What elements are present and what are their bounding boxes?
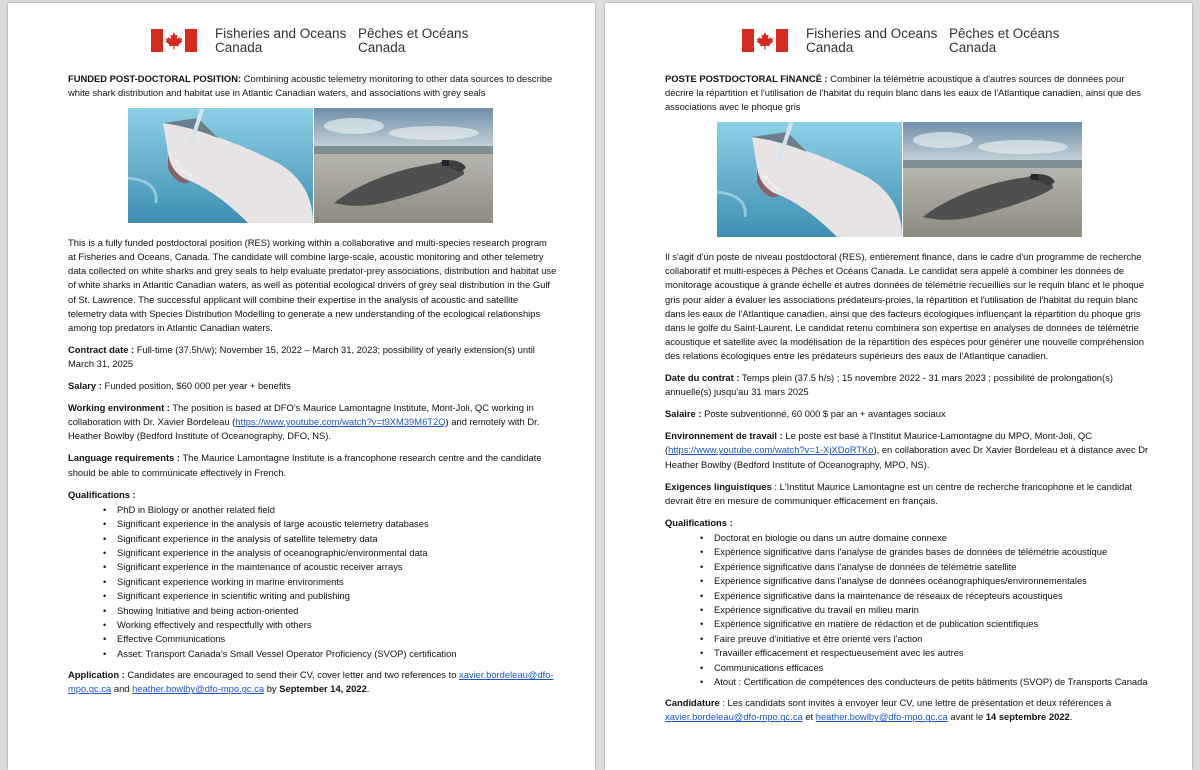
- position-title: FUNDED POST-DOCTORAL POSITION: Combining acoustic telemetry monitoring to other data sources to describe white shark distribution and habitat use in Atlantic Canadian waters, and associations with grey seals: [68, 73, 553, 99]
- youtube-link[interactable]: https://www.youtube.com/watch?v=t9XM39M6T2Q: [235, 416, 446, 428]
- list-item: • Significant experience in the analysis of oceanographic/environmental data: [103, 546, 557, 560]
- white-shark-photo: [717, 122, 902, 237]
- description: This is a fully funded postdoctoral position (RES) working within a collaborative and multi-species research program at Fisheries and Oceans, Canada. The candidate will combine large-scale, acoustic monitoring and other telemetry data collected on white sharks and grey seals to help evaluate predator-prey associations, distribution and habitat use of white sharks in Atlantic Canadian waters, as well as potential ecological drivers of grey seal distribution in the Gulf of St. Lawrence. The successful applicant will combine their expertise in the analysis of acoustic and satellite telemetry data with Species Distribution Modelling to generate a new understanding of the ecological relationships among top predators in Atlantic Canadian waters.: [68, 237, 557, 333]
- qualifications-list: [665, 531, 1154, 689]
- list-item: • Expérience significative dans l'analyse de grandes bases de données de télémétrie acoustique: [700, 545, 1154, 559]
- application: Application : Candidates are encouraged to send their CV, cover letter and two references to xavier.bordeleau@dfo-mpo.gc.ca and heather.bowlby@dfo-mpo.gc.ca by September 14, 2022.: [68, 669, 554, 695]
- youtube-link[interactable]: https://www.youtube.com/watch?v=1-XjXDoRTKo: [668, 444, 874, 456]
- canada-flag-icon: [742, 29, 788, 52]
- english-body: [68, 72, 557, 704]
- white-shark-photo: [128, 108, 313, 223]
- language-requirements: Exigences linguistiques : L'Institut Maurice Lamontagne est un centre de recherche francophone et le candidat devrait être en mesure de communiquer efficacement en français.: [665, 480, 1133, 506]
- dept-name-english: Fisheries and Oceans Canada: [215, 26, 347, 55]
- grey-seal-photo: [903, 122, 1082, 237]
- dept-name-french: Pêches et Océans Canada: [949, 26, 1060, 55]
- photo-strip: [128, 108, 557, 223]
- list-item: • Expérience significative du travail en milieu marin: [700, 603, 1154, 617]
- list-item: • Travailler efficacement et respectueusement avec les autres: [700, 646, 1154, 660]
- email-link-xavier[interactable]: xavier.bordeleau@dfo-mpo.gc.ca: [665, 711, 803, 723]
- position-title: POSTE POSTDOCTORAL FINANCÉ : Combiner la télémétrie acoustique à d'autres sources de données pour décrire la répartition et l'utilisation de l'habitat du requin blanc dans les eaux de l'Atlantique canadien, ainsi que des associations avec le phoque gris: [665, 73, 1141, 113]
- list-item: • Significant experience in the analysis of satellite telemetry data: [103, 532, 557, 546]
- list-item: • Expérience significative en matière de rédaction et de publication scientifiques: [700, 617, 1154, 631]
- salary: Salaire : Poste subventionné, 60 000 $ par an + avantages sociaux: [665, 408, 946, 420]
- contract-date: Date du contrat : Temps plein (37.5 h/s) ; 15 novembre 2022 - 31 mars 2023 ; possibilité de prolongation(s) annuelle(s) jusqu'au 31 mars 2025: [665, 372, 1113, 398]
- list-item: • Atout : Certification de compétences des conducteurs de petits bâtiments (SVOP) de Transports Canada: [700, 675, 1154, 689]
- list-item: • Effective Communications: [103, 632, 557, 646]
- list-item: • Working effectively and respectfully with others: [103, 618, 557, 632]
- list-item: • Showing Initiative and being action-oriented: [103, 604, 557, 618]
- qualifications-list: [68, 503, 557, 661]
- list-item: • Expérience significative dans la maintenance de réseaux de récepteurs acoustiques: [700, 589, 1154, 603]
- list-item: • Significant experience working in marine environments: [103, 575, 557, 589]
- list-item: • Significant experience in scientific writing and publishing: [103, 589, 557, 603]
- english-page: [8, 3, 595, 770]
- list-item: • Expérience significative dans l'analyse de données de télémétrie satellite: [700, 560, 1154, 574]
- qualifications-heading: Qualifications :: [665, 516, 733, 528]
- language-requirements: Language requirements : The Maurice Lamontagne Institute is a francophone research centre and the candidate should be able to communicate effectively in French.: [68, 452, 542, 478]
- qualifications-heading: Qualifications :: [68, 488, 136, 500]
- list-item: • Significant experience in the maintenance of acoustic receiver arrays: [103, 560, 557, 574]
- dept-name-english: Fisheries and Oceans Canada: [806, 26, 938, 55]
- working-environment: Environnement de travail : Le poste est basé à l'Institut Maurice-Lamontagne du MPO, Mont-Joli, QC (https://www.youtube.com/watch?v=1-XjXDoRTKo), en collaboration avec Dr Xavier Bordeleau et à distance avec Dr Heather Bowlby (Bedford Institute of Oceanography, MPO, NS).: [665, 430, 1149, 470]
- salary: Salary : Funded position, $60 000 per year + benefits: [68, 380, 291, 392]
- grey-seal-photo: [314, 108, 493, 223]
- list-item: • Doctorat en biologie ou dans un autre domaine connexe: [700, 531, 1154, 545]
- list-item: • Faire preuve d'initiative et être orienté vers l'action: [700, 632, 1154, 646]
- list-item: • Expérience significative dans l'analyse de données océanographiques/environnementales: [700, 574, 1154, 588]
- email-link-xavier[interactable]: xavier.bordeleau@dfo-mpo.gc.ca: [68, 669, 554, 695]
- french-page: [605, 3, 1192, 770]
- description: Il s'agit d'un poste de niveau postdoctoral (RES), entièrement financé, dans le cadre d'un programme de recherche collaboratif et multi-espèces à Pêches et Océans Canada. Le candidat sera appelé à combiner les données de monitorage acoustique à grande échelle et autres données de télémétrie recueillies sur le requin blanc et le phoque gris pour aider à évaluer les associations prédateurs-proies, la répartition et l'utilisation de l'habitat du requin blanc dans les eaux de l'Atlantique canadien, ainsi que des facteurs écologiques influençant la répartition du phoque gris dans le golfe du Saint-Laurent. Le candidat retenu combinera son expertise en analyses de données de télémétrie acoustique et satellite avec la modélisation de la répartition des espèces pour générer une nouvelle compréhension des relations écologiques entre les prédateurs supérieurs des eaux de l'Atlantique canadien.: [665, 251, 1144, 361]
- email-link-heather[interactable]: heather.bowlby@dfo-mpo.gc.ca: [815, 711, 948, 723]
- canada-flag-icon: [151, 29, 197, 52]
- list-item: • PhD in Biology or another related field: [103, 503, 557, 517]
- list-item: • Communications efficaces: [700, 661, 1154, 675]
- email-link-heather[interactable]: heather.bowlby@dfo-mpo.gc.ca: [132, 683, 265, 695]
- working-environment: Working environment : The position is based at DFO’s Maurice Lamontagne Institute, Mont-Joli, QC working in collaboration with Dr. Xavier Bordeleau (https://www.youtube.com/watch?v=t9XM39M6T2Q) and remotely with Dr. Heather Bowlby (Bedford Institute of Oceanography, DFO, NS).: [68, 402, 540, 442]
- french-body: [665, 72, 1154, 733]
- list-item: • Significant experience in the analysis of large acoustic telemetry databases: [103, 517, 557, 531]
- application: Candidature : Les candidats sont invités à envoyer leur CV, une lettre de présentation et deux références à xavier.bordeleau@dfo-mpo.gc.ca et heather.bowlby@dfo-mpo.gc.ca avant le 14 septembre 2022.: [665, 697, 1112, 723]
- photo-strip: [717, 122, 1154, 237]
- contract-date: Contract date : Full-time (37.5h/w); November 15, 2022 – March 31, 2023; possibility of yearly extension(s) until March 31, 2025: [68, 343, 535, 369]
- list-item: • Asset: Transport Canada’s Small Vessel Operator Proficiency (SVOP) certification: [103, 647, 557, 661]
- dept-name-french: Pêches et Océans Canada: [358, 26, 469, 55]
